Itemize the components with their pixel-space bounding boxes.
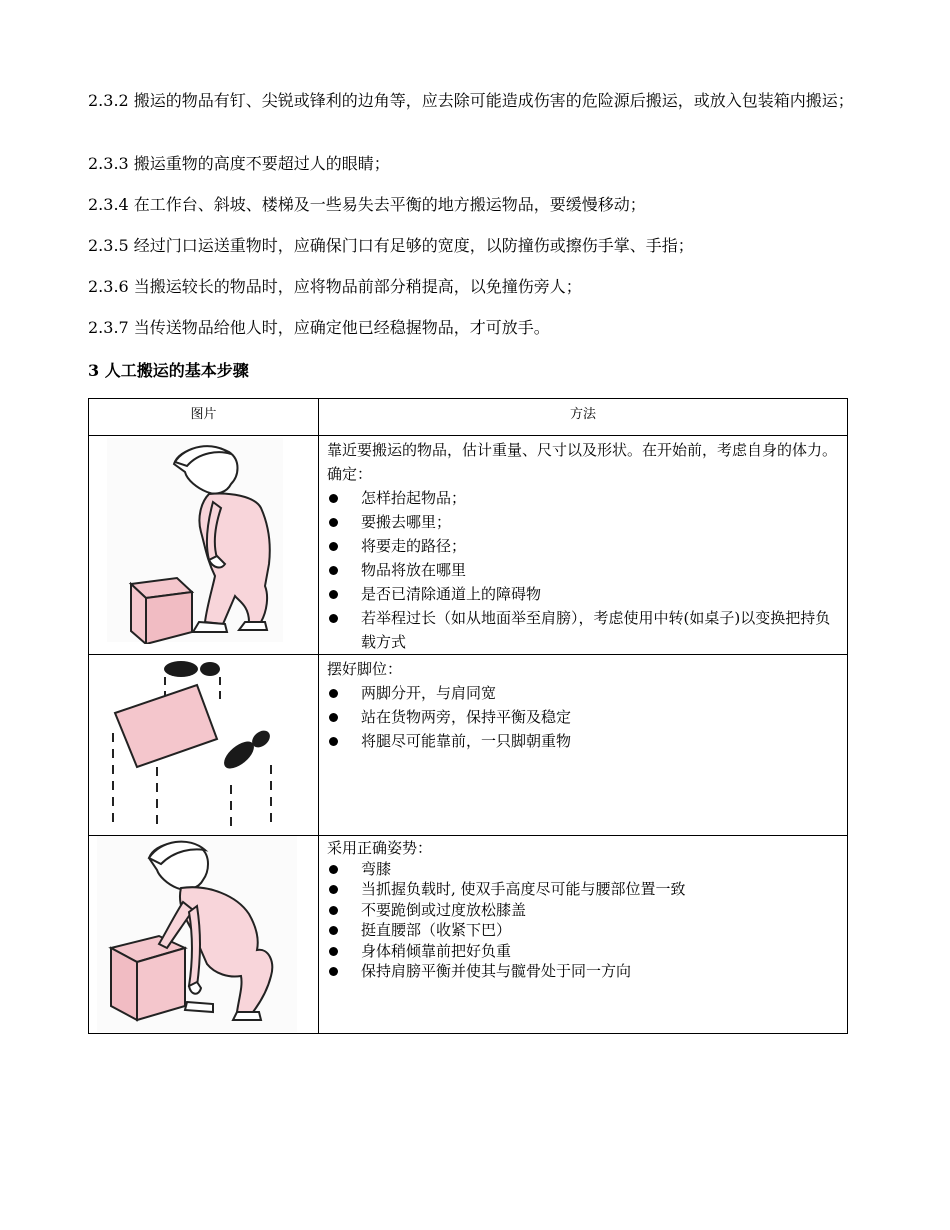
method-list	[327, 486, 841, 654]
figure-cell	[89, 436, 319, 655]
figure-cell	[89, 836, 319, 1034]
bullet-icon	[329, 947, 338, 956]
bullet-icon	[329, 906, 338, 915]
method-list	[327, 681, 841, 753]
column-header-image: 图片	[89, 399, 319, 436]
bullet-icon	[329, 590, 338, 599]
list-item: 弯膝	[327, 859, 841, 880]
paragraph-2-3-4: 2.3.4 在工作台、斜坡、楼梯及一些易失去平衡的地方搬运物品，要缓慢移动；	[88, 195, 646, 214]
list-item: 当抓握负载时, 使双手高度尽可能与腰部位置一致	[327, 879, 841, 900]
person-squatting-lift-icon	[89, 836, 319, 1033]
paragraph-2-3-6: 2.3.6 当搬运较长的物品时，应将物品前部分稍提高，以免撞伤旁人；	[88, 277, 582, 296]
column-header-method: 方法	[319, 399, 848, 436]
method-cell	[319, 836, 848, 1034]
figure-cell	[89, 655, 319, 836]
section-heading: 3 人工搬运的基本步骤	[88, 361, 249, 380]
list-item: 将腿尽可能靠前，一只脚朝重物	[327, 729, 841, 753]
list-item: 两脚分开，与肩同宽	[327, 681, 841, 705]
bullet-icon	[329, 689, 338, 698]
list-item: 将要走的路径；	[327, 534, 841, 558]
bullet-icon	[329, 566, 338, 575]
list-item: 挺直腰部（收紧下巴）	[327, 920, 841, 941]
bullet-icon	[329, 494, 338, 503]
list-item: 物品将放在哪里	[327, 558, 841, 582]
method-intro: 靠近要搬运的物品，估计重量、尺寸以及形状。在开始前，考虑自身的体力。确定：	[327, 441, 838, 483]
list-item: 不要跪倒或过度放松膝盖	[327, 900, 841, 921]
paragraph-2-3-3: 2.3.3 搬运重物的高度不要超过人的眼睛；	[88, 154, 390, 173]
paragraph-2-3-7: 2.3.7 当传送物品给他人时，应确定他已经稳握物品，才可放手。	[88, 318, 550, 337]
bullet-icon	[329, 926, 338, 935]
method-intro: 采用正确姿势：	[327, 839, 433, 857]
lifting-steps-table	[88, 398, 848, 1034]
table-row	[89, 436, 848, 655]
bullet-icon	[329, 713, 338, 722]
paragraph-2-3-5: 2.3.5 经过门口运送重物时，应确保门口有足够的宽度，以防撞伤或擦伤手掌、手指；	[88, 236, 694, 255]
method-list	[327, 859, 841, 982]
bullet-icon	[329, 865, 338, 874]
list-item: 站在货物两旁，保持平衡及稳定	[327, 705, 841, 729]
bullet-icon	[329, 885, 338, 894]
method-cell	[319, 655, 848, 836]
foot-position-icon	[89, 655, 319, 835]
list-item: 怎样抬起物品；	[327, 486, 841, 510]
bullet-icon	[329, 518, 338, 527]
list-item: 若举程过长（如从地面举至肩膀），考虑使用中转(如桌子)以变换把持负载方式	[327, 606, 841, 654]
list-item: 保持肩膀平衡并使其与髋骨处于同一方向	[327, 961, 841, 982]
method-intro: 摆好脚位：	[327, 660, 403, 678]
bullet-icon	[329, 542, 338, 551]
list-item: 是否已清除通道上的障碍物	[327, 582, 841, 606]
list-item: 身体稍倾靠前把好负重	[327, 941, 841, 962]
table-row	[89, 655, 848, 836]
method-cell	[319, 436, 848, 655]
bullet-icon	[329, 967, 338, 976]
bullet-icon	[329, 614, 338, 623]
bullet-icon	[329, 737, 338, 746]
list-item: 要搬去哪里；	[327, 510, 841, 534]
person-assessing-box-icon	[89, 436, 319, 644]
table-header-row	[89, 399, 848, 436]
paragraph-2-3-2: 2.3.2 搬运的物品有钉、尖锐或锋利的边角等，应去除可能造成伤害的危险源后搬运，或放入包装箱内搬运；	[88, 91, 854, 110]
table-row	[89, 836, 848, 1034]
